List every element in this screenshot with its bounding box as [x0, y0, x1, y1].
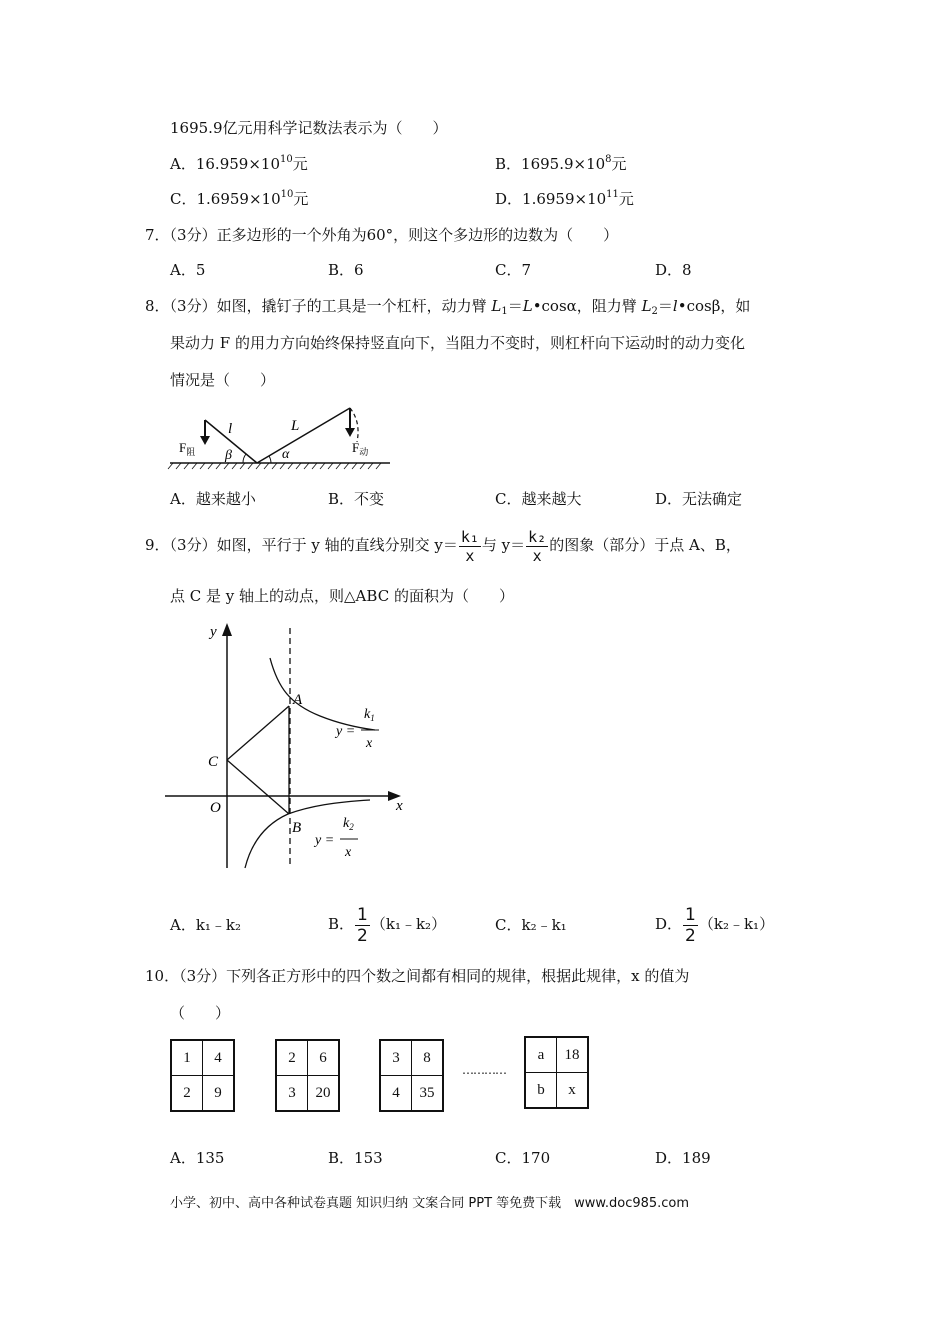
- point-c-label: C: [208, 754, 219, 770]
- q6-option-a[interactable]: A．$16.959\times 10^{10}$元: [170, 154, 308, 173]
- number-square-2: 2 6 3 20: [275, 1039, 340, 1112]
- svg-text:y =: y =: [336, 724, 356, 739]
- y-axis-label: y: [210, 624, 217, 640]
- beta-label: β: [225, 448, 232, 463]
- q10-option-b[interactable]: B．153: [328, 1149, 383, 1167]
- q9-stem-line1: 9．（3分）如图，平行于 y 轴的直线分别交 y＝ $\frac{\text{k₁}}{x}$ 与 y＝ $\frac{\text{k₂}}{x}$ 的图象（部分）于点 A、B，: [145, 527, 741, 565]
- svg-text:k1: $k_1$: [364, 707, 375, 723]
- q9-stem-line2: 点 C 是 y 轴上的动点，则△ABC 的面积为（ ）: [170, 587, 514, 605]
- q6-stem: 1695.9亿元用科学记数法表示为（ ）: [170, 119, 448, 137]
- curve2-label: [313, 816, 358, 860]
- ellipsis-dots: …………: [462, 1063, 506, 1077]
- footer-text: 小学、初中、高中各种试卷真题 知识归纳 文案合同 PPT 等免费下载 www.doc985.com: [170, 1196, 690, 1211]
- q10-stem-line1: 10．（3分）下列各正方形中的四个数之间都有相同的规律，根据此规律，x 的值为: [145, 967, 690, 985]
- svg-text:x: x: [345, 845, 352, 860]
- svg-text:x: x: [366, 736, 373, 751]
- origin-label: O: [210, 800, 221, 816]
- q6-option-c[interactable]: C．$1.6959\times 10^{10}$元: [170, 189, 309, 208]
- L-label: L: [291, 418, 300, 434]
- q10-stem-line2: （ ）: [170, 1004, 231, 1022]
- alpha-label: α: [282, 447, 290, 462]
- q10-option-c[interactable]: C．170: [495, 1149, 551, 1167]
- q8-stem-line2: 果动力 F 的用力方向始终保持竖直向下，当阻力不变时，则杠杆向下运动时的动力变化: [170, 334, 745, 352]
- lever-figure: [165, 400, 395, 475]
- q8-stem-line1: 8．（3分）如图，撬钉子的工具是一个杠杆，动力臂 $L_1=L•\cos\alpha$，阻力臂 $L_2=l•\cos\beta$，如: [145, 297, 751, 317]
- number-square-1: 1 4 2 9: [170, 1039, 235, 1112]
- number-square-4: a 18 b x: [524, 1036, 589, 1109]
- q7-option-c[interactable]: C．7: [495, 261, 532, 279]
- q8-stem-line3: 情况是（ ）: [170, 371, 276, 389]
- fraction-k1-x: $\frac{\text{k₁}}{x}$: [460, 527, 479, 565]
- q9-option-b[interactable]: B． $\frac{1}{2}$ （k₁﹣k₂）: [328, 904, 447, 946]
- point-a-label: A: [293, 692, 303, 708]
- q6-option-d[interactable]: D．$1.6959\times 10^{11}$元: [495, 189, 634, 208]
- q7-option-d[interactable]: D．8: [655, 261, 692, 279]
- q7-option-a[interactable]: A．5: [170, 261, 206, 279]
- q8-option-d[interactable]: D．无法确定: [655, 490, 743, 508]
- fraction-k2-x: $\frac{\text{k₂}}{x}$: [528, 527, 547, 565]
- q7-stem: 7．（3分）正多边形的一个外角为60°，则这个多边形的边数为（ ）: [145, 226, 619, 244]
- l-label: l: [228, 421, 233, 437]
- x-axis-label: x: [396, 798, 403, 814]
- q10-option-a[interactable]: A．135: [170, 1149, 225, 1167]
- f-resistance-label: $F_阻$: [179, 440, 196, 457]
- q8-option-c[interactable]: C．越来越大: [495, 490, 582, 508]
- q8-option-a[interactable]: A．越来越小: [170, 490, 256, 508]
- q9-option-d[interactable]: D． $\frac{1}{2}$ （k₂﹣k₁）: [655, 904, 775, 946]
- svg-text:y =: y =: [315, 833, 335, 848]
- q7-option-b[interactable]: B．6: [328, 261, 364, 279]
- point-b-label: B: [292, 820, 302, 836]
- q10-option-d[interactable]: D．189: [655, 1149, 711, 1167]
- hyperbola-figure: [160, 618, 420, 878]
- f-effort-label: $F_动$: [352, 440, 369, 457]
- q6-option-b[interactable]: B．$1695.9\times 10^8$元: [495, 154, 627, 173]
- svg-text:k2: $k_2$: [343, 816, 354, 832]
- q9-option-a[interactable]: A．k₁﹣k₂: [170, 916, 242, 934]
- q8-option-b[interactable]: B．不变: [328, 490, 385, 508]
- number-square-3: 3 8 4 35: [379, 1039, 444, 1112]
- q9-option-c[interactable]: C．k₂﹣k₁: [495, 916, 567, 934]
